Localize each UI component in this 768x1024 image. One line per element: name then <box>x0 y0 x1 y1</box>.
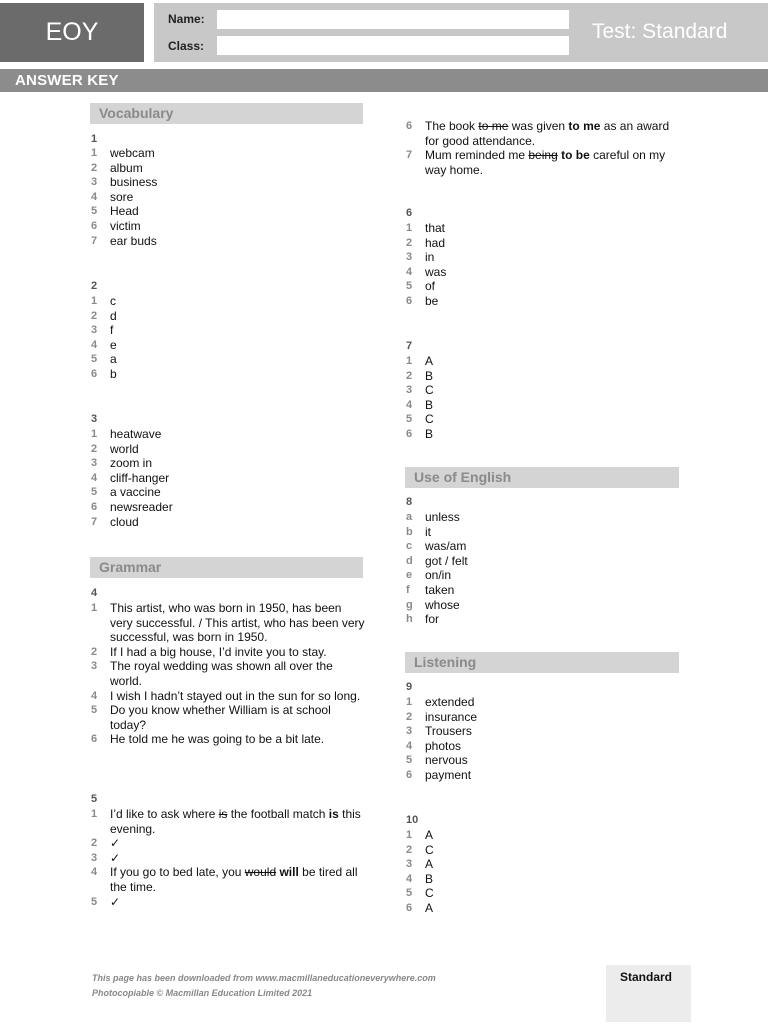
answer-item: 2 If I had a big house, I’d invite you to stay. <box>91 644 327 659</box>
answer-item: 1 This artist, who was born in 1950, has been very successful. / This artist, who has been very successful, was born in 1950. <box>91 601 365 645</box>
footer-copyright: Photocopiable © Macmillan Education Limited 2021 <box>92 988 313 998</box>
question-number: 2 <box>91 280 98 292</box>
check-icon: ✓ <box>110 894 121 909</box>
answer-item: e on/in <box>406 568 452 583</box>
question-number: 3 <box>91 413 98 425</box>
answer-item: 1 I’d like to ask where is the football match is this evening. <box>91 807 361 836</box>
answer-item: 7 Mum reminded me being to be careful on my way home. <box>406 148 666 177</box>
section-vocabulary: Vocabulary <box>90 103 363 124</box>
answer-key-title: ANSWER KEY <box>15 72 119 89</box>
answer-item: 7 cloud <box>91 514 139 529</box>
answer-item: 2 B <box>406 368 434 383</box>
test-type-label: Test: Standard <box>592 20 728 43</box>
answer-item: 3 C <box>406 383 434 398</box>
answer-item: 6 A <box>406 900 434 915</box>
answer-item: 3 The royal wedding was shown all over the world. <box>91 659 333 688</box>
name-label: Name: <box>168 12 205 26</box>
section-listening: Listening <box>405 652 679 673</box>
answer-item: 1 A <box>406 354 434 368</box>
answer-item: 6 victim <box>91 218 141 233</box>
class-field[interactable] <box>217 36 569 55</box>
answer-item: 5 a vaccine <box>91 485 161 500</box>
answer-item: 4 B <box>406 871 434 886</box>
question-number: 10 <box>406 814 419 826</box>
answer-item: 6 b <box>91 366 117 381</box>
answer-item: 3 zoom in <box>91 456 153 471</box>
question-9-answers <box>406 695 477 783</box>
answer-item: 4 was <box>406 264 447 279</box>
answer-item: 6 be <box>406 293 439 308</box>
answer-item: 5 a <box>91 352 117 367</box>
answer-item: 7 ear buds <box>91 233 157 248</box>
answer-item: 5 Head <box>91 204 139 219</box>
answer-item: 6 B <box>406 426 434 441</box>
answer-item: 1 extended <box>406 695 475 709</box>
question-10-answers <box>406 828 434 916</box>
question-6-answers <box>406 221 446 309</box>
answer-item: 1 c <box>91 294 116 308</box>
answer-item: 2 had <box>406 235 446 250</box>
answer-item: c was/am <box>406 539 467 554</box>
answer-item: 4 cliff-hanger <box>91 470 170 485</box>
answer-item: 5 nervous <box>406 753 468 768</box>
answer-item: 3 f <box>91 323 114 338</box>
question-number: 1 <box>91 133 98 145</box>
eoy-label: EOY <box>0 3 144 62</box>
answer-item: 4 I wish I hadn’t stayed out in the sun for so long. <box>91 688 361 703</box>
section-use-of-english: Use of English <box>405 467 679 488</box>
section-grammar: Grammar <box>90 557 363 578</box>
answer-item: 2 insurance <box>406 709 478 724</box>
answer-item: 6 He told me he was going to be a bit late. <box>91 732 325 747</box>
answer-item: 3 business <box>91 175 158 190</box>
answer-item: a unless <box>406 510 460 524</box>
question-7-answers <box>406 354 434 442</box>
answer-item: d got / felt <box>406 553 468 568</box>
answer-item: f taken <box>406 582 455 597</box>
question-4-answers <box>91 601 366 747</box>
answer-item: 3 A <box>406 857 434 872</box>
question-number: 4 <box>91 587 98 599</box>
answer-item: 3 Trousers <box>406 724 472 739</box>
answer-item: 4 photos <box>406 738 462 753</box>
answer-item: 2 world <box>91 441 139 456</box>
check-icon: ✓ <box>110 836 121 851</box>
answer-item: 5 C <box>406 886 434 901</box>
answer-item: 4 sore <box>91 189 134 204</box>
answer-item: 4 e <box>91 337 117 352</box>
question-number: 6 <box>406 207 413 219</box>
answer-item: 3 ✓ <box>91 850 121 865</box>
footer-download-note: This page has been downloaded from www.macmillaneducationeverywhere.com <box>92 973 436 983</box>
answer-item: 1 A <box>406 828 434 842</box>
answer-item: b it <box>406 524 431 539</box>
question-8-answers <box>406 510 468 627</box>
question-number: 5 <box>91 793 98 805</box>
answer-item: 4 If you go to bed late, you would will be tired all the time. <box>91 865 358 894</box>
question-number: 8 <box>406 496 413 508</box>
answer-item: 6 payment <box>406 767 472 782</box>
answer-item: 1 webcam <box>91 146 155 160</box>
question-number: 7 <box>406 340 413 352</box>
answer-item: h for <box>406 612 440 627</box>
name-field[interactable] <box>217 10 569 29</box>
answer-item: 2 album <box>91 160 143 175</box>
answer-item: 5 C <box>406 412 434 427</box>
answer-item: 2 d <box>91 308 117 323</box>
answer-item: 1 that <box>406 221 446 235</box>
answer-item: 4 B <box>406 397 434 412</box>
question-3-answers <box>91 427 173 529</box>
question-5-answers-part2 <box>406 119 671 177</box>
question-1-answers <box>91 146 157 248</box>
question-5-answers-part1 <box>91 807 366 909</box>
answer-item: 6 newsreader <box>91 499 173 514</box>
question-2-answers <box>91 294 117 382</box>
answer-item: 5 Do you know whether William is at school today? <box>91 703 331 732</box>
answer-item: g whose <box>406 597 460 612</box>
answer-item: 2 ✓ <box>91 836 121 851</box>
answer-item: 5 of <box>406 279 436 294</box>
answer-item: 5 ✓ <box>91 894 121 909</box>
answer-item: 6 The book to me was given to me as an award for good attendance. <box>406 119 670 148</box>
question-number: 9 <box>406 681 413 693</box>
answer-item: 1 heatwave <box>91 427 162 441</box>
answer-item: 2 C <box>406 842 434 857</box>
standard-label: Standard <box>620 970 673 984</box>
check-icon: ✓ <box>110 850 121 865</box>
class-label: Class: <box>168 39 205 53</box>
answer-item: 3 in <box>406 250 435 265</box>
